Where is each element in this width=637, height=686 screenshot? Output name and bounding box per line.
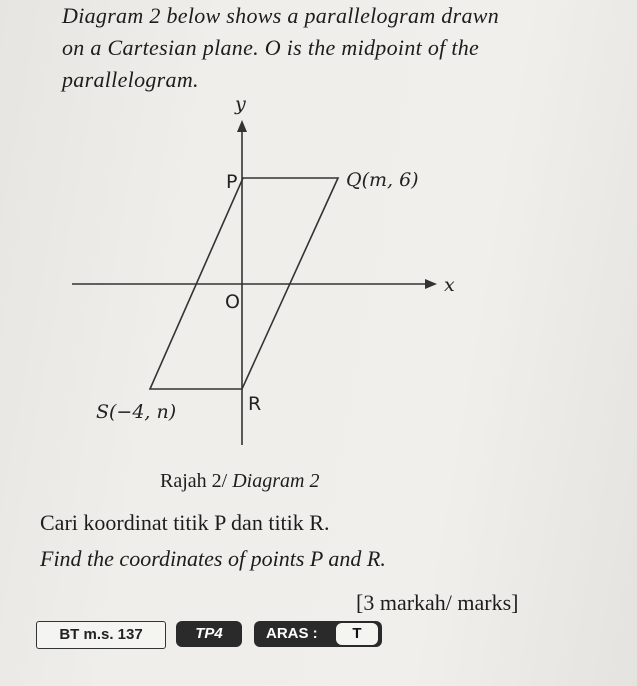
point-q-label: Q(m, 6) xyxy=(346,169,419,191)
caption-english: Diagram 2 xyxy=(232,470,320,492)
problem-line-3: parallelogram. xyxy=(62,67,199,92)
origin-label: O xyxy=(225,291,240,313)
aras-value-badge: T xyxy=(336,623,378,645)
problem-line-2: on a Cartesian plane. O is the midpoint of the xyxy=(62,35,480,60)
x-axis-arrow xyxy=(425,279,437,289)
point-s-label: S(−4, n) xyxy=(96,401,177,423)
y-axis-arrow xyxy=(237,120,247,132)
y-axis-label: y xyxy=(235,93,246,115)
question-malay: Cari koordinat titik P dan titik R. xyxy=(40,510,330,535)
marks-label: [3 markah/ marks] xyxy=(356,590,519,615)
level-badge: TP4 xyxy=(176,621,242,647)
aras-badge: ARAS : xyxy=(254,621,382,647)
x-axis-label: x xyxy=(444,274,455,296)
point-r-label: R xyxy=(248,393,262,415)
problem-line-1: Diagram 2 below shows a parallelogram drawn xyxy=(62,3,500,28)
diagram-caption xyxy=(160,470,319,493)
question-english: Find the coordinates of points P and R. xyxy=(40,546,386,571)
book-ref-badge: BT m.s. 137 xyxy=(36,621,166,649)
caption-malay: Rajah 2/ xyxy=(160,470,233,492)
point-p-label: P xyxy=(226,171,238,193)
